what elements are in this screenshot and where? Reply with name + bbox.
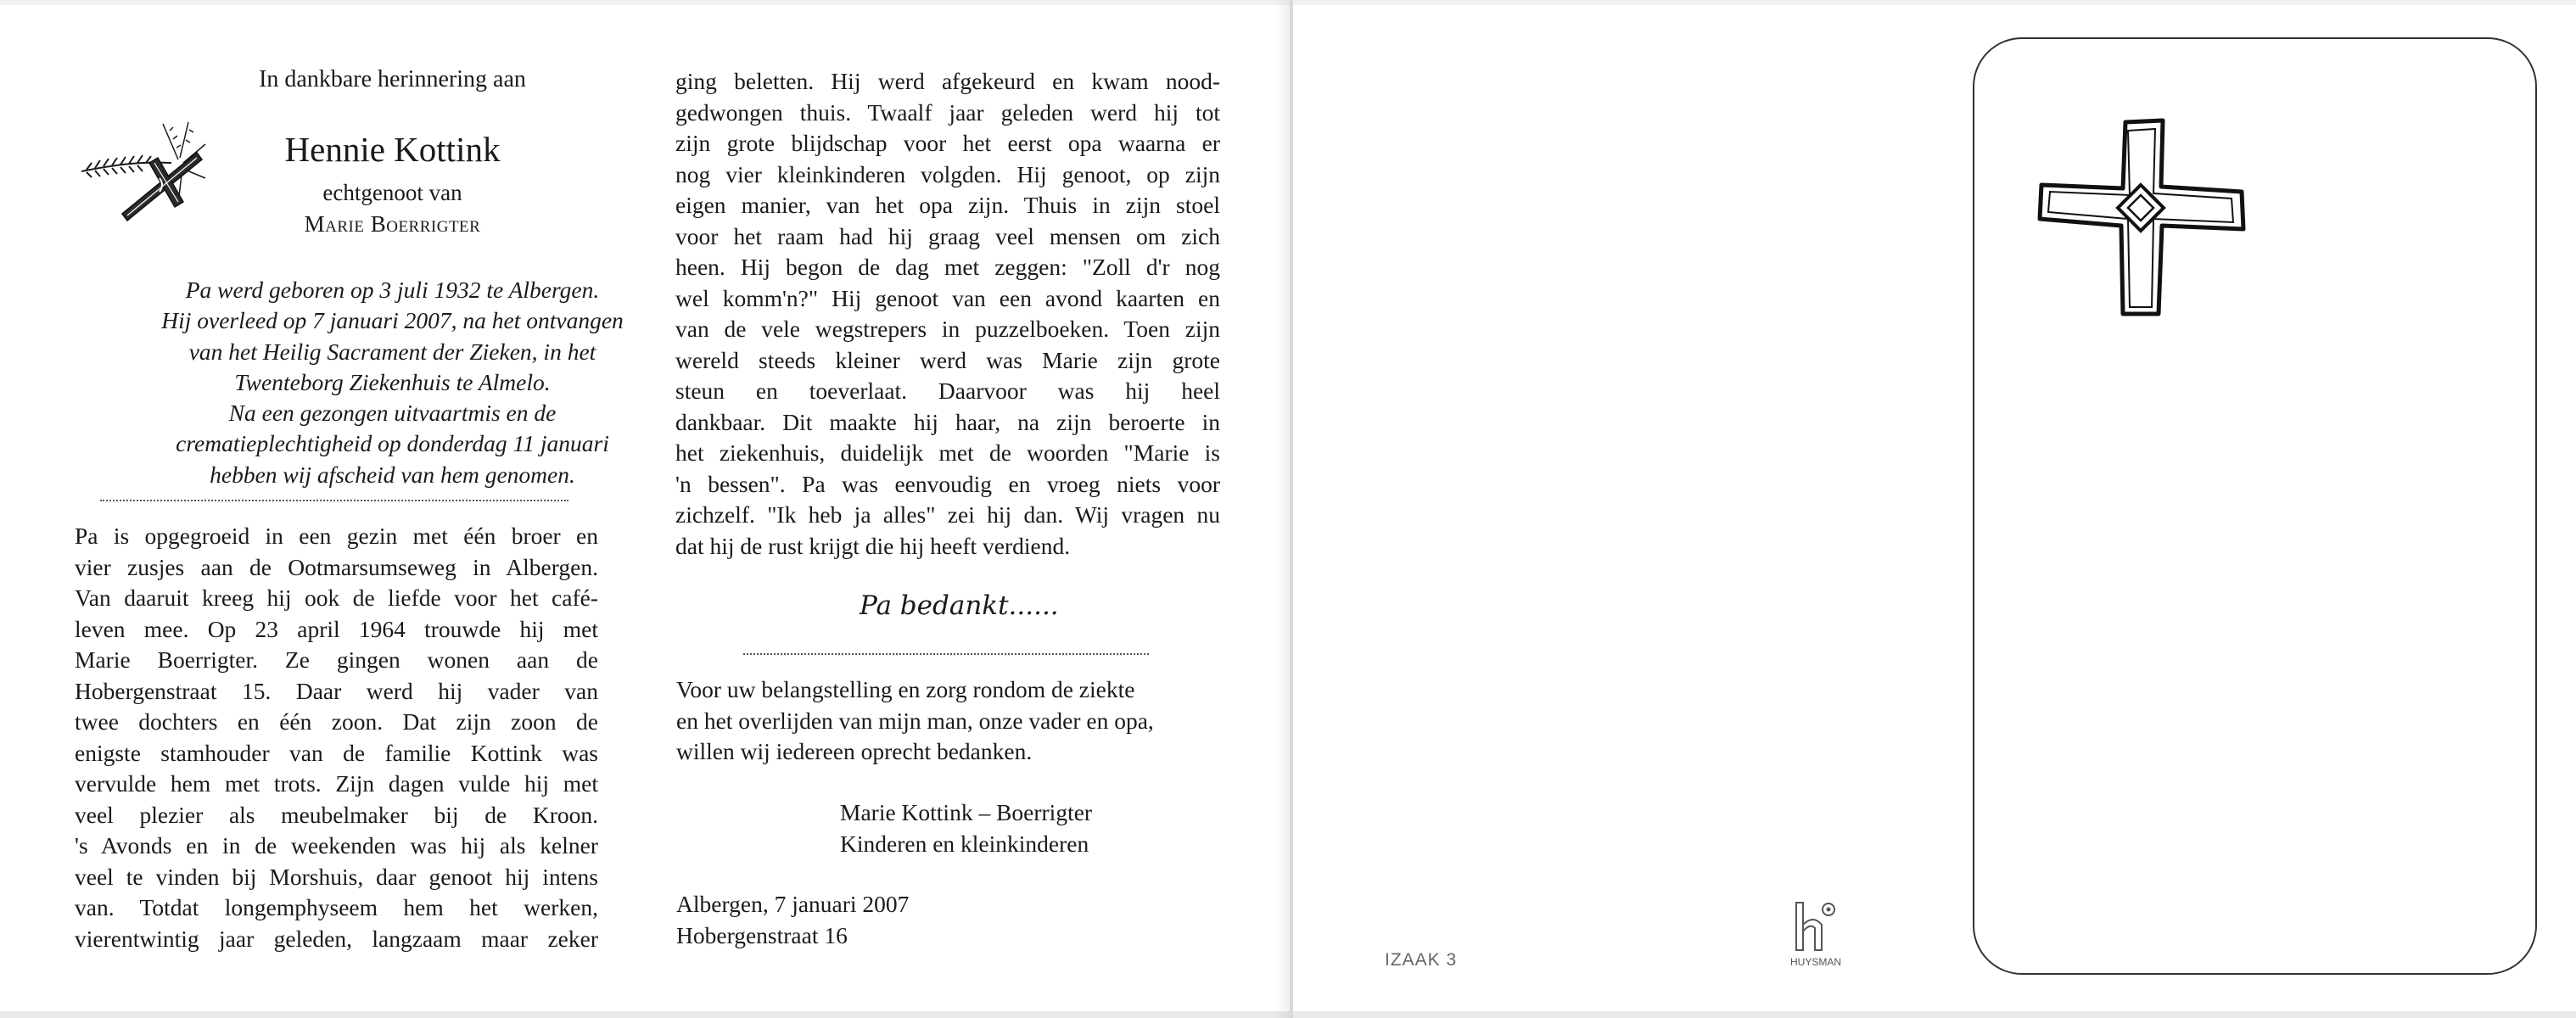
- biography-line: Marie Boerrigter. Ze gingen wonen aan de: [75, 646, 598, 673]
- life-fact-line: van het Heilig Sacrament der Zieken, in het: [188, 338, 596, 365]
- catalog-code: IZAAK 3: [1385, 950, 1458, 970]
- life-fact-line: Hij overleed op 7 januari 2007, na het ontvangen: [161, 307, 624, 334]
- thanks-message: [676, 674, 1224, 768]
- signature-line: Marie Kottink – Boerrigter: [840, 799, 1093, 825]
- biography-right-column: [675, 66, 1220, 562]
- biography-line: dankbaar. Dit maakte hij haar, na zijn beroerte in: [675, 408, 1220, 435]
- thanks-line: en het overlijden van mijn man, onze vader en opa,: [676, 707, 1154, 734]
- biography-line: dat hij de rust krijgt die hij heeft verdiend.: [675, 532, 1071, 559]
- header-intro: In dankbare herinnering aan: [259, 66, 526, 92]
- biography-line: van de vele wegstrepers in puzzelboeken. Toen zijn: [675, 316, 1220, 342]
- biography-line: vier zusjes aan de Ootmarsumseweg in Albergen.: [75, 553, 598, 580]
- life-fact-line: crematieplechtigheid op donderdag 11 januari: [176, 430, 609, 457]
- life-fact-line: hebben wij afscheid van hem genomen.: [210, 461, 575, 488]
- biography-line: twee dochters en één zoon. Dat zijn zoon de: [75, 708, 598, 735]
- biography-line: zijn grote blijdschap voor het eerst opa waarna er: [675, 130, 1220, 156]
- biography-line: 's Avonds en in de weekenden was hij als kelner: [75, 832, 598, 859]
- cross-icon: [2035, 117, 2247, 319]
- signature-line: Kinderen en kleinkinderen: [840, 830, 1089, 857]
- biography-line: wel komm'n?" Hij genoot van een avond kaarten en: [675, 284, 1220, 311]
- thanks-line: Voor uw belangstelling en zorg rondom de ziekte: [676, 676, 1135, 702]
- biography-line: 'n bessen". Pa was eenvoudig en vroeg niets voor: [675, 470, 1220, 497]
- spouse-intro: echtgenoot van: [322, 180, 462, 205]
- biography-line: eigen manier, van het opa zijn. Thuis in zijn stoel: [675, 192, 1220, 218]
- biography-line: veel plezier als meubelmaker bij de Kroon.: [75, 801, 598, 828]
- fold-shadow: [1274, 0, 1290, 1018]
- biography-line: ging beletten. Hij werd afgekeurd en kwam nood-: [675, 68, 1220, 94]
- biography-line: wereld steeds kleiner werd was Marie zijn grote: [675, 346, 1220, 373]
- biography-line: leven mee. Op 23 april 1964 trouwde hij met: [75, 615, 598, 642]
- dotted-divider: [743, 653, 1149, 655]
- life-fact-line: Pa werd geboren op 3 juli 1932 te Albergen.: [185, 277, 600, 303]
- printer-logo-text: HUYSMAN: [1789, 956, 1842, 968]
- biography-left-column: [75, 521, 598, 954]
- biography-line: zichzelf. "Ik heb ja alles" zei hij dan. Wij vragen nu: [675, 501, 1220, 528]
- biography-line: veel te vinden bij Morshuis, daar genoot hij intens: [75, 863, 598, 890]
- life-facts: [76, 275, 708, 490]
- fold-line: [1290, 0, 1293, 1018]
- biography-line: voor het raam had hij graag veel mensen om zich: [675, 222, 1220, 249]
- place-date: Albergen, 7 januari 2007: [676, 891, 910, 917]
- signature: [840, 797, 1128, 859]
- thanks-line: willen wij iedereen oprecht bedanken.: [676, 738, 1033, 764]
- deceased-name: Hennie Kottink: [284, 130, 501, 169]
- biography-line: heen. Hij begon de dag met zeggen: "Zoll d'r nog: [675, 254, 1220, 280]
- life-fact-line: Twenteborg Ziekenhuis te Almelo.: [234, 368, 551, 395]
- crucifix-palm-icon: [78, 119, 212, 229]
- biography-line: gedwongen thuis. Twaalf jaar geleden werd hij tot: [675, 98, 1220, 126]
- biography-line: het ziekenhuis, duidelijk met de woorden "Marie is: [675, 439, 1220, 466]
- spouse-name: Marie Boerrigter: [304, 211, 481, 237]
- biography-line: Hobergenstraat 15. Daar werd hij vader van: [75, 677, 598, 704]
- biography-line: enigste stamhouder van de familie Kottink was: [75, 739, 598, 766]
- dotted-divider: [100, 500, 568, 501]
- address: Hobergenstraat 16: [676, 921, 848, 948]
- biography-line: Pa is opgegroeid in een gezin met één broer en: [75, 523, 598, 549]
- biography-line: van. Totdat longemphyseem hem het werken,: [75, 894, 598, 920]
- printer-logo: [1788, 899, 1844, 974]
- thanks-heading: Pa bedankt......: [860, 590, 1059, 621]
- biography-line: nog vier kleinkinderen volgden. Hij genoot, op zijn: [675, 160, 1220, 187]
- biography-line: vervulde hem met trots. Zijn dagen vulde hij met: [75, 770, 598, 797]
- life-fact-line: Na een gezongen uitvaartmis en de: [228, 400, 557, 427]
- biography-line: Van daaruit kreeg hij ook de liefde voor het café-: [75, 585, 598, 611]
- place-and-address: [676, 889, 1185, 951]
- biography-line: vierentwintig jaar geleden, langzaam maar zeker: [75, 925, 598, 952]
- biography-line: steun en toeverlaat. Daarvoor was hij heel: [675, 378, 1220, 404]
